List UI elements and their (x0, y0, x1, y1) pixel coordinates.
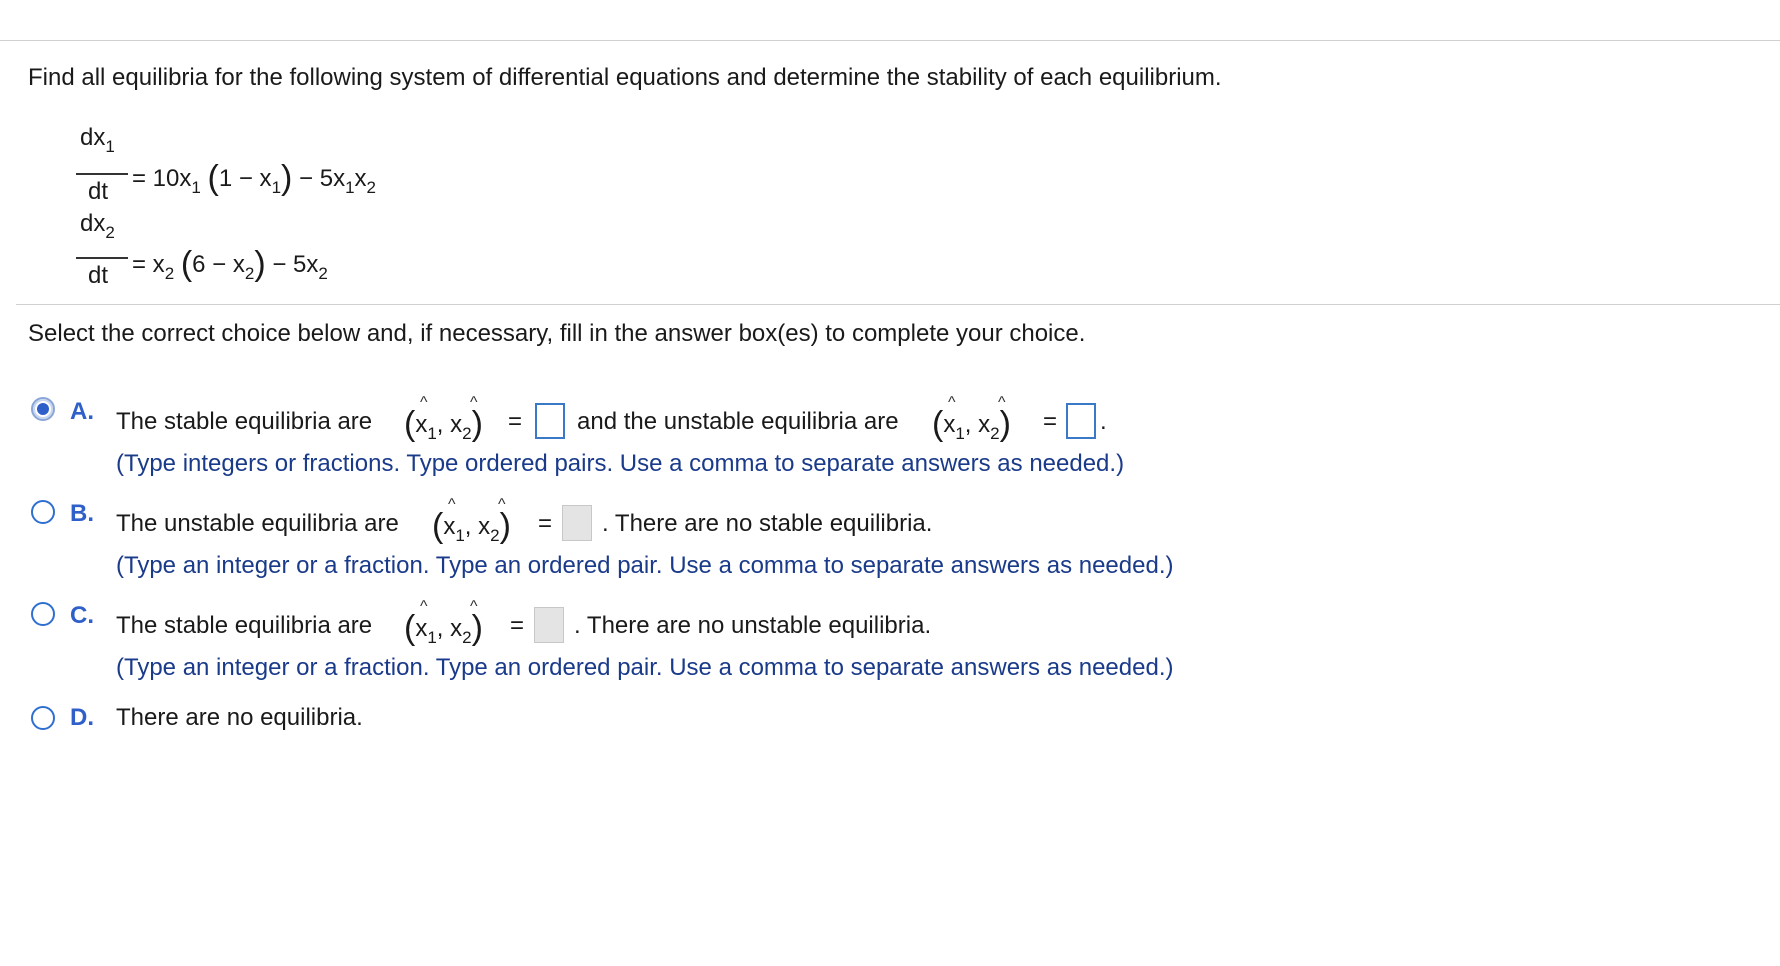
question-prompt: Find all equilibria for the following system of differential equations and determine the stability of each equilibrium. (28, 64, 1222, 91)
choice-c-text-2: . There are no unstable equilibria. (574, 612, 932, 639)
top-divider (0, 40, 1780, 41)
choice-a-pair-1: ($x_1$, $x_2$) (404, 405, 483, 443)
choice-d-letter[interactable]: D. (70, 704, 94, 731)
eq2-fraction-bar (76, 257, 128, 259)
eq1-rhs: = $10x_1$ $(1 - x_1) - 5x_1x_2$ (132, 159, 376, 197)
choice-c-hint: (Type an integer or a fraction. Type an ordered pair. Use a comma to separate answers as needed.) (116, 654, 1174, 681)
choice-b-equals: = (538, 510, 553, 537)
hat-icon: ^ (420, 394, 428, 411)
eq1-denominator: dt (88, 178, 109, 205)
eq1-fraction-bar (76, 173, 128, 175)
choice-a-pair-2: ($x_1$, $x_2$) (932, 405, 1011, 443)
choice-a-unstable-answer-box[interactable] (1066, 403, 1096, 439)
choice-a-radio[interactable] (31, 397, 55, 421)
choice-b-text-2: . There are no stable equilibria. (602, 510, 933, 537)
choice-c-text-1: The stable equilibria are (116, 612, 373, 639)
choice-b-letter[interactable]: B. (70, 500, 94, 527)
hat-icon: ^ (948, 394, 956, 411)
choice-b-answer-box[interactable] (562, 505, 592, 541)
choice-c-answer-box[interactable] (534, 607, 564, 643)
choice-c-letter[interactable]: C. (70, 602, 94, 629)
eq2-numerator: $dx_2$ (80, 210, 115, 242)
choice-b-radio[interactable] (31, 500, 55, 524)
choice-d-radio[interactable] (31, 706, 55, 730)
choice-d-text: There are no equilibria. (116, 704, 363, 731)
choice-a-end: . (1100, 408, 1107, 435)
hat-icon: ^ (998, 394, 1006, 411)
choice-b-hint: (Type an integer or a fraction. Type an ordered pair. Use a comma to separate answers as needed.) (116, 552, 1174, 579)
hat-icon: ^ (470, 394, 478, 411)
eq1-numerator: $dx_1$ (80, 124, 115, 156)
hat-icon: ^ (470, 598, 478, 615)
eq2-rhs: = $x_2$ $(6 - x_2) - 5x_2$ (132, 245, 328, 283)
instruction-text: Select the correct choice below and, if necessary, fill in the answer box(es) to complete your choice. (28, 320, 1086, 347)
choice-c-equals: = (510, 612, 525, 639)
hat-icon: ^ (448, 496, 456, 513)
choice-a-hint: (Type integers or fractions. Type ordered pairs. Use a comma to separate answers as needed.) (116, 450, 1125, 477)
choice-a-equals-1: = (508, 408, 523, 435)
choice-a-text-1: The stable equilibria are (116, 408, 373, 435)
choice-b-text-1: The unstable equilibria are (116, 510, 399, 537)
eq2-denominator: dt (88, 262, 109, 289)
hat-icon: ^ (420, 598, 428, 615)
hat-icon: ^ (498, 496, 506, 513)
choice-a-equals-2: = (1043, 408, 1058, 435)
choice-a-stable-answer-box[interactable] (535, 403, 565, 439)
section-divider (16, 304, 1780, 305)
choice-a-text-2: and the unstable equilibria are (577, 408, 899, 435)
choice-b-pair: ($x_1$, $x_2$) (432, 507, 511, 545)
choice-a-letter[interactable]: A. (70, 398, 94, 425)
choice-c-pair: ($x_1$, $x_2$) (404, 609, 483, 647)
choice-c-radio[interactable] (31, 602, 55, 626)
